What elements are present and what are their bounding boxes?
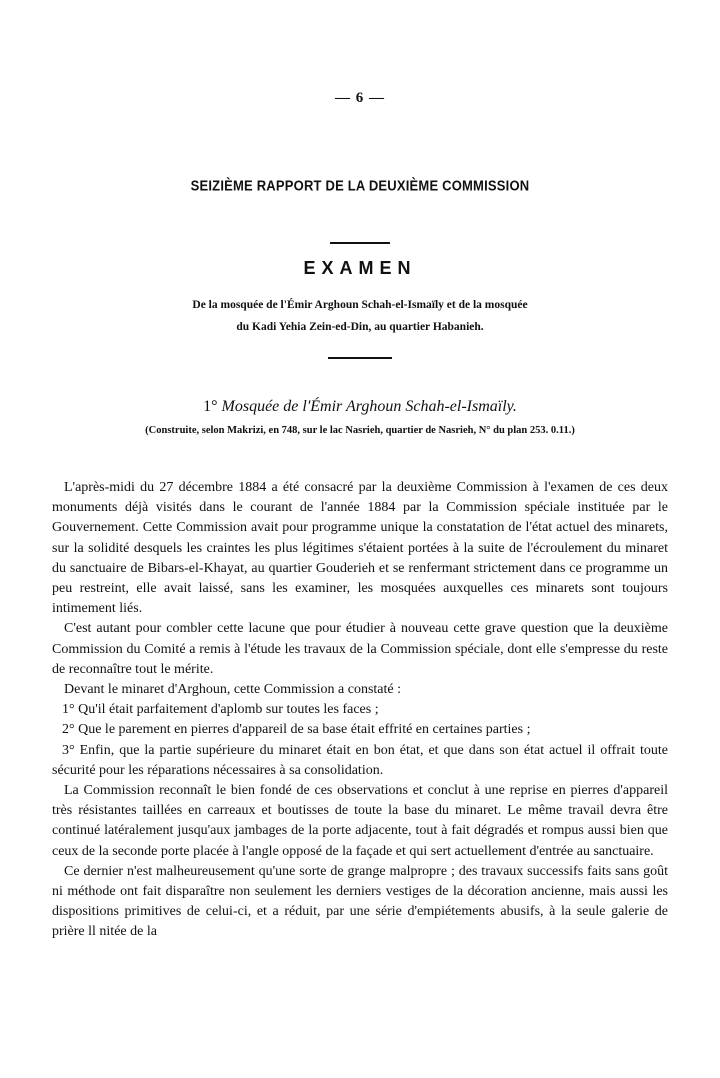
- subtitle-line-2: du Kadi Yehia Zein-ed-Din, au quartier Habanieh.: [236, 321, 484, 333]
- divider-bottom: [328, 357, 392, 359]
- paragraph: La Commission reconnaît le bien fondé de ces observations et conclut à une reprise en pierres d'appareil très résistantes taillées en carreaux et boutisses de toute la base du minaret. Le même travail devra être continué latéralement jusqu'aux jambages de la porte adjacente, tout à fait dégradés et rompus aussi bien que ceux de la seconde porte placée à l'angle opposé de la façade et qui sert actuellement d'entrée au sanctuaire.: [52, 783, 668, 859]
- report-title: SEIZIÈME RAPPORT DE LA DEUXIÈME COMMISSION: [190, 176, 530, 195]
- section-heading: [0, 398, 720, 416]
- list-item: 2° Que le parement en pierres d'appareil de sa base était effrité en certaines parties ;: [62, 722, 531, 738]
- section-note: (Construite, selon Makrizi, en 748, sur le lac Nasrieh, quartier de Nasrieh, N° du plan 253. 0.11.): [145, 425, 575, 436]
- paragraph: Ce dernier n'est malheureusement qu'une sorte de grange malpropre ; des travaux successifs faits sans goût ni méthode ont fait disparaître non seulement les derniers vestiges de la décoration ancienne, mais aussi les dispositions primitives de celui-ci, et a réduit, par une série d'empiétements abusifs, à la seule galerie de prière ll nitée de la: [52, 863, 668, 940]
- section-number: 1°: [203, 398, 218, 415]
- subtitle-line-1: De la mosquée de l'Émir Arghoun Schah-el-Ismaïly et de la mosquée: [192, 299, 528, 311]
- paragraph: Devant le minaret d'Arghoun, cette Commission a constaté :: [64, 682, 402, 698]
- body-text: [52, 478, 668, 943]
- paragraph: L'après-midi du 27 décembre 1884 a été consacré par la deuxième Commission à l'examen de ces deux monuments déjà visités dans le courant de l'année 1884 par la Commission spéciale instituée par le Gouvernement. Cette Commission avait pour programme unique la constatation de l'état actuel des minarets, sur la solidité desquels les craintes les plus légitimes s'étaient portées à la suite de l'écroulement du minaret du sanctuaire de Bibars-el-Khayat, au quartier Gouderieh et se renfermant strictement dans ce programme un peu restreint, elle avait laissé, sans les examiner, les mosquées auxquelles ces minarets sont toujours intimement liés.: [52, 480, 668, 617]
- section-title: Mosquée de l'Émir Arghoun Schah-el-Ismaïly.: [221, 398, 517, 415]
- main-heading: EXAMEN: [303, 258, 417, 278]
- page-number: — 6 —: [335, 90, 385, 106]
- list-item: 3° Enfin, que la partie supérieure du minaret était en bon état, et que dans son état actuel il offrait toute sécurité pour les réparations nécessaires à sa consolidation.: [52, 742, 668, 778]
- divider-top: [330, 242, 390, 244]
- subtitle: [90, 294, 630, 338]
- paragraph: C'est autant pour combler cette lacune que pour étudier à nouveau cette grave question que la deuxième Commission du Comité a remis à l'étude les travaux de la Commission spéciale, dont elle s'empresse du reste de reconnaître tout le mérite.: [52, 621, 668, 677]
- list-item: 1° Qu'il était parfaitement d'aplomb sur toutes les faces ;: [62, 702, 379, 718]
